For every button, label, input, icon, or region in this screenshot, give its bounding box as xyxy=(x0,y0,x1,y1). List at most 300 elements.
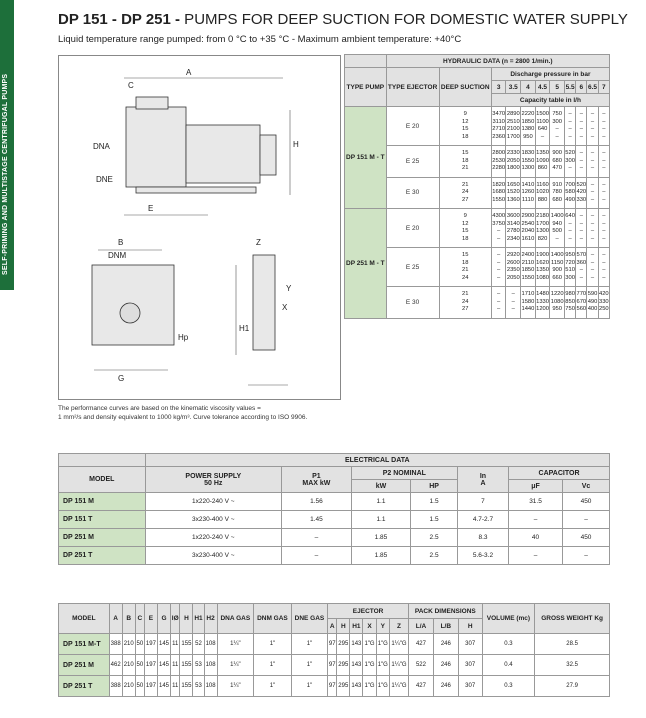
dim-header: C xyxy=(135,604,144,634)
capacity-cell xyxy=(598,107,609,146)
capacity-value: 1610 xyxy=(521,235,535,242)
capacity-value: 1700 xyxy=(536,220,549,227)
capacity-value: – xyxy=(497,252,501,258)
capacity-value: 2340 xyxy=(506,235,520,242)
capacity-value: – xyxy=(568,111,572,117)
capacity-value: 1410 xyxy=(521,181,535,188)
power-supply-label: POWER SUPPLY xyxy=(185,472,242,480)
deep-value: 27 xyxy=(462,196,469,203)
capacity-value: 900 xyxy=(552,150,562,156)
dim-cell: 53 xyxy=(193,676,204,697)
capacity-value: 2920 xyxy=(506,252,520,258)
capacity-value: – xyxy=(579,150,583,156)
capacity-value: – xyxy=(590,181,595,188)
deep-value: 21 xyxy=(462,181,469,188)
label-h1: H1 xyxy=(239,324,250,333)
header-type-ejector: TYPE EJECTOR xyxy=(386,68,439,107)
dim-header: H2 xyxy=(204,604,217,634)
vc-cell: – xyxy=(563,511,610,529)
dim-cell: 388 xyxy=(109,676,122,697)
capacity-value: 2710 xyxy=(492,126,506,132)
deep-value: 15 xyxy=(462,252,469,258)
capacity-cell xyxy=(521,287,536,319)
pack-cell: 246 xyxy=(433,634,458,655)
p1-unit: MAX kW xyxy=(302,479,331,487)
capacity-value: 560 xyxy=(576,306,587,312)
capacity-value: 1700 xyxy=(506,133,520,140)
dim-cell: 145 xyxy=(157,634,170,655)
deep-suction-cell xyxy=(439,146,491,178)
pump-model-cell: DP 251 M - T xyxy=(345,209,387,319)
capacity-value: 300 xyxy=(565,274,575,281)
volume-cell: 0.3 xyxy=(482,634,535,655)
pack-cell: 307 xyxy=(458,634,482,655)
volume-cell: 0.4 xyxy=(482,655,535,676)
capacity-value: 3470 xyxy=(492,111,506,117)
capacity-value: 750 xyxy=(552,111,562,117)
dim-header: IØ xyxy=(171,604,180,634)
capacity-value: – xyxy=(568,220,572,227)
capacity-value: – xyxy=(602,111,606,117)
kw-cell: 1.85 xyxy=(351,529,410,547)
capacity-cell xyxy=(587,177,598,209)
deep-value: 21 xyxy=(462,165,469,171)
capacity-cell xyxy=(535,209,550,248)
header-p2: P2 NOMINAL xyxy=(351,467,457,480)
capacity-value: 1830 xyxy=(521,150,535,156)
capacity-value: 520 xyxy=(576,181,587,188)
capacity-value: – xyxy=(602,126,606,132)
page-title xyxy=(58,11,628,28)
deep-suction-cell xyxy=(439,209,491,248)
capacity-value: – xyxy=(579,235,583,242)
capacity-value: – xyxy=(568,228,572,234)
dim-header: B xyxy=(122,604,135,634)
capacity-cell xyxy=(506,287,521,319)
header-power-supply xyxy=(145,467,281,493)
capacity-value: – xyxy=(497,267,501,273)
header-dnm: DNM GAS xyxy=(254,604,292,634)
pressure-header: 7 xyxy=(598,81,609,94)
capacity-cell xyxy=(598,146,609,178)
capacity-value: 2800 xyxy=(492,150,506,156)
capacity-cell xyxy=(521,177,536,209)
dim-cell: 108 xyxy=(204,655,217,676)
capacity-value: – xyxy=(568,133,572,140)
dne-cell: 1" xyxy=(291,676,327,697)
header-dna: DNA GAS xyxy=(217,604,254,634)
capacity-value: 1850 xyxy=(521,267,535,273)
ejector-cell: 295 xyxy=(337,676,350,697)
capacity-value: 1020 xyxy=(536,189,549,195)
capacity-value: – xyxy=(497,291,501,297)
capacity-value: 2350 xyxy=(506,267,520,273)
capacity-value: 2530 xyxy=(492,157,506,164)
capacity-cell xyxy=(598,287,609,319)
dim-cell: 50 xyxy=(135,676,144,697)
capacity-value: 660 xyxy=(552,274,562,281)
capacity-cell xyxy=(576,209,587,248)
capacity-value: – xyxy=(602,181,606,188)
dim-header: E xyxy=(144,604,157,634)
in-label: In xyxy=(479,472,487,480)
ejector-cell: 1"G xyxy=(376,634,389,655)
deep-suction-cell xyxy=(439,177,491,209)
in-cell: 5.6-3.2 xyxy=(457,547,508,565)
capacity-value: 770 xyxy=(576,291,587,297)
dim-header: H xyxy=(180,604,193,634)
pack-cell: 246 xyxy=(433,676,458,697)
model-cell: DP 251 T xyxy=(59,676,110,697)
capacity-value: – xyxy=(590,150,595,156)
ejector-cell: 295 xyxy=(337,655,350,676)
dnm-cell: 1" xyxy=(254,655,292,676)
deep-value: 24 xyxy=(462,274,469,281)
capacity-value: – xyxy=(568,118,572,125)
capacity-value: – xyxy=(590,165,595,171)
in-unit: A xyxy=(480,479,486,487)
ejector-cell: E 30 xyxy=(386,287,439,319)
capacity-value: – xyxy=(497,306,501,312)
capacity-value: 1900 xyxy=(536,252,549,258)
header-ejector: EJECTOR xyxy=(328,604,409,619)
capacity-cell xyxy=(564,146,575,178)
header-volume: VOLUME (mc) xyxy=(482,604,535,634)
ejector-cell: 97 xyxy=(328,634,337,655)
capacity-value: 590 xyxy=(587,291,598,297)
deep-value: 12 xyxy=(462,118,469,125)
side-ejector xyxy=(253,255,275,350)
ejector-cell: 1"G xyxy=(363,655,376,676)
capacity-cell xyxy=(564,209,575,248)
header-model: MODEL xyxy=(59,467,146,493)
model-cell: DP 251 M xyxy=(59,655,110,676)
capacity-value: – xyxy=(590,274,595,281)
deep-value: 15 xyxy=(462,228,469,234)
capacity-cell xyxy=(587,287,598,319)
pressure-header: 4.5 xyxy=(535,81,550,94)
capacity-cell xyxy=(506,209,521,248)
dimensions-table xyxy=(58,603,610,697)
capacity-value: 1580 xyxy=(521,298,535,305)
model-cell: DP 151 M-T xyxy=(59,634,110,655)
capacity-cell xyxy=(506,146,521,178)
capacity-value: 1400 xyxy=(550,252,564,258)
pump-body xyxy=(126,107,186,187)
hydraulic-title: HYDRAULIC DATA (n = 2800 1/min.) xyxy=(386,55,609,68)
capacity-cell xyxy=(535,287,550,319)
ejector-cell: 97 xyxy=(328,655,337,676)
uf-cell: – xyxy=(509,547,563,565)
capacity-value: 1380 xyxy=(521,126,535,132)
capacity-value: – xyxy=(590,196,595,203)
header-p1 xyxy=(282,467,352,493)
capacity-value: 1160 xyxy=(536,181,549,188)
ejector-cell: 1"G xyxy=(363,676,376,697)
label-c: C xyxy=(128,81,134,90)
dim-cell: 155 xyxy=(180,655,193,676)
capacity-value: 1350 xyxy=(536,150,549,156)
label-dnm: DNM xyxy=(108,251,127,260)
header-capacity: Capacity table in l/h xyxy=(491,94,609,107)
capacity-value: 300 xyxy=(552,118,562,125)
header-in xyxy=(457,467,508,493)
capacity-value: – xyxy=(602,157,606,164)
capacity-value: 1500 xyxy=(536,111,549,117)
capacity-cell xyxy=(535,177,550,209)
capacity-value: 860 xyxy=(537,165,548,171)
dim-header: A xyxy=(109,604,122,634)
capacity-value: 1150 xyxy=(550,259,564,266)
capacity-value: 2040 xyxy=(521,228,535,234)
in-cell: 8.3 xyxy=(457,529,508,547)
header-hp: HP xyxy=(411,480,458,493)
capacity-cell xyxy=(550,209,565,248)
capacity-value: 950 xyxy=(552,306,562,312)
capacity-cell xyxy=(491,248,506,287)
capacity-value: – xyxy=(602,252,606,258)
label-hp: Hp xyxy=(178,333,189,342)
capacity-cell xyxy=(535,146,550,178)
ejector-dim-header: H1 xyxy=(350,619,363,634)
capacity-value: – xyxy=(602,133,606,140)
pressure-header: 4 xyxy=(521,81,536,94)
title-models: DP 151 - DP 251 - xyxy=(58,11,181,28)
dnm-cell: 1" xyxy=(254,634,292,655)
capacity-value: 1620 xyxy=(536,259,549,266)
capacity-value: 2280 xyxy=(492,165,506,171)
title-description: PUMPS FOR DEEP SUCTION FOR DOMESTIC WATER SUPPLY xyxy=(180,11,628,28)
header-uf: μF xyxy=(509,480,563,493)
capacity-value: – xyxy=(590,228,595,234)
dnm-cell: 1" xyxy=(254,676,292,697)
table-row xyxy=(59,547,610,565)
capacity-value: – xyxy=(511,291,515,297)
capacity-value: 1200 xyxy=(536,306,549,312)
note-line-1: The performance curves are based on the kinematic viscosity values = xyxy=(58,405,261,412)
pack-cell: 307 xyxy=(458,676,482,697)
capacity-value: 820 xyxy=(537,235,548,242)
capacity-value: 420 xyxy=(576,189,587,195)
ejector-cell: 1¼"G xyxy=(389,655,408,676)
capacity-cell xyxy=(598,209,609,248)
capacity-value: 1110 xyxy=(521,196,534,203)
dim-cell: 53 xyxy=(193,655,204,676)
header-kw: kW xyxy=(351,480,410,493)
capacity-cell xyxy=(587,248,598,287)
pack-dim-header: L/A xyxy=(409,619,434,634)
label-x: X xyxy=(282,303,288,312)
p1-cell: – xyxy=(282,547,352,565)
ejector-dim-header: Z xyxy=(389,619,408,634)
dim-cell: 108 xyxy=(204,634,217,655)
capacity-value: 950 xyxy=(523,133,533,140)
uf-cell: – xyxy=(509,511,563,529)
capacity-value: – xyxy=(602,267,606,273)
table-row xyxy=(59,529,610,547)
kw-cell: 1.1 xyxy=(351,493,410,511)
ejector-cell: E 30 xyxy=(386,177,439,209)
capacity-value: – xyxy=(602,150,606,156)
capacity-value: – xyxy=(602,118,606,125)
label-b: B xyxy=(118,238,124,247)
dim-cell: 155 xyxy=(180,676,193,697)
deep-value: 21 xyxy=(462,267,469,273)
deep-value: 18 xyxy=(462,235,469,242)
capacity-value: – xyxy=(602,165,606,171)
electrical-blank xyxy=(59,454,146,467)
capacity-value: – xyxy=(497,235,501,242)
ejector-dim-header: Y xyxy=(376,619,389,634)
capacity-value: – xyxy=(579,133,583,140)
header-dne: DNE GAS xyxy=(291,604,327,634)
capacity-value: 1520 xyxy=(506,189,520,195)
capacity-value: – xyxy=(511,306,515,312)
capacity-value: – xyxy=(579,228,583,234)
capacity-value: – xyxy=(590,133,595,140)
capacity-value: 1800 xyxy=(506,165,520,171)
hp-cell: 1.5 xyxy=(411,493,458,511)
capacity-cell xyxy=(491,177,506,209)
performance-note xyxy=(58,404,343,422)
pump-model-cell: DP 151 M - T xyxy=(345,107,387,209)
capacity-value: 1080 xyxy=(550,298,564,305)
volume-cell: 0.3 xyxy=(482,676,535,697)
capacity-value: – xyxy=(590,235,595,242)
capacity-value: 1650 xyxy=(506,181,520,188)
capacity-value: 490 xyxy=(587,298,598,305)
table-row xyxy=(59,655,610,676)
header-deep-suction: DEEP SUCTION xyxy=(439,68,491,107)
capacity-cell xyxy=(491,209,506,248)
pack-cell: 307 xyxy=(458,655,482,676)
ejector-cell: E 25 xyxy=(386,248,439,287)
capacity-value: – xyxy=(568,126,572,132)
capacity-value: 1350 xyxy=(536,267,549,273)
capacity-value: – xyxy=(590,213,595,219)
ejector-cell: 1¼"G xyxy=(389,676,408,697)
p1-cell: – xyxy=(282,529,352,547)
table-row xyxy=(59,634,610,655)
model-cell: DP 151 M xyxy=(59,493,146,511)
capacity-value: 400 xyxy=(587,306,598,312)
capacity-value: 2900 xyxy=(521,213,535,219)
capacity-cell xyxy=(491,146,506,178)
hp-cell: 1.5 xyxy=(411,511,458,529)
pack-cell: 427 xyxy=(409,676,434,697)
dim-cell: 210 xyxy=(122,676,135,697)
capacity-value: 3750 xyxy=(492,220,506,227)
model-cell: DP 151 T xyxy=(59,511,146,529)
label-a: A xyxy=(186,68,192,77)
label-y: Y xyxy=(286,284,292,293)
capacity-cell xyxy=(491,287,506,319)
header-model: MODEL xyxy=(59,604,110,634)
capacity-value: 1260 xyxy=(521,189,535,195)
in-cell: 7 xyxy=(457,493,508,511)
pressure-header: 5.5 xyxy=(564,81,575,94)
ejector-dim-header: X xyxy=(363,619,376,634)
capacity-value: 2110 xyxy=(521,259,535,266)
capacity-value: 1440 xyxy=(521,306,535,312)
capacity-value: 1360 xyxy=(506,196,520,203)
hydraulic-data-table xyxy=(344,54,610,319)
capacity-cell xyxy=(521,146,536,178)
header-vc: Vc xyxy=(563,480,610,493)
capacity-cell xyxy=(587,209,598,248)
table-row xyxy=(345,209,610,248)
dim-cell: 145 xyxy=(157,676,170,697)
dna-cell: 1¼" xyxy=(217,655,254,676)
capacity-value: 900 xyxy=(552,267,562,273)
supply-cell: 1x220-240 V ~ xyxy=(145,529,281,547)
capacity-cell xyxy=(550,146,565,178)
model-cell: DP 251 M xyxy=(59,529,146,547)
label-z: Z xyxy=(256,238,261,247)
capacity-value: 950 xyxy=(565,252,575,258)
capacity-value: 1300 xyxy=(521,165,535,171)
pressure-header: 6.5 xyxy=(587,81,598,94)
capacity-value: – xyxy=(579,157,583,164)
capacity-value: – xyxy=(590,118,595,125)
dim-cell: 50 xyxy=(135,634,144,655)
p1-cell: 1.56 xyxy=(282,493,352,511)
header-capacitor: CAPACITOR xyxy=(509,467,610,480)
capacity-value: 4300 xyxy=(492,213,506,219)
capacity-value: 1300 xyxy=(536,228,549,234)
capacity-cell xyxy=(506,248,521,287)
capacity-value: 700 xyxy=(565,181,575,188)
header-weight: GROSS WEIGHT Kg xyxy=(535,604,610,634)
capacity-cell xyxy=(550,248,565,287)
capacity-value: 330 xyxy=(598,298,609,305)
capacity-value: – xyxy=(590,126,595,132)
dim-cell: 462 xyxy=(109,655,122,676)
weight-cell: 27.9 xyxy=(535,676,610,697)
deep-value: 18 xyxy=(462,133,469,140)
capacity-value: – xyxy=(579,118,583,125)
label-dna: DNA xyxy=(93,142,110,151)
capacity-value: 680 xyxy=(552,157,562,164)
capacity-value: 570 xyxy=(576,252,587,258)
pack-cell: 522 xyxy=(409,655,434,676)
dim-cell: 11 xyxy=(171,634,180,655)
table-row xyxy=(59,511,610,529)
sidebar-tab xyxy=(0,0,14,290)
dna-cell: 1¼" xyxy=(217,634,254,655)
dna-cell: 1¼" xyxy=(217,676,254,697)
capacity-value: 670 xyxy=(576,298,587,305)
capacity-value: 2220 xyxy=(521,111,535,117)
dim-cell: 11 xyxy=(171,676,180,697)
capacity-value: 640 xyxy=(537,126,548,132)
kw-cell: 1.85 xyxy=(351,547,410,565)
technical-drawing xyxy=(58,55,341,400)
capacity-value: 720 xyxy=(565,259,575,266)
deep-suction-cell xyxy=(439,287,491,319)
capacity-value: – xyxy=(579,267,583,273)
capacity-cell xyxy=(564,177,575,209)
ejector-cell: E 20 xyxy=(386,209,439,248)
capacity-value: – xyxy=(579,274,583,281)
sidebar-text: SELF-PRIMING AND MULTISTAGE CENTRIFUGAL PUMPS xyxy=(2,73,9,275)
electrical-data-table xyxy=(58,453,610,565)
capacity-value: – xyxy=(590,220,595,227)
label-dne: DNE xyxy=(96,175,113,184)
capacity-value: 490 xyxy=(565,196,575,203)
capacity-value: 1550 xyxy=(521,157,535,164)
deep-value: 24 xyxy=(462,298,469,305)
